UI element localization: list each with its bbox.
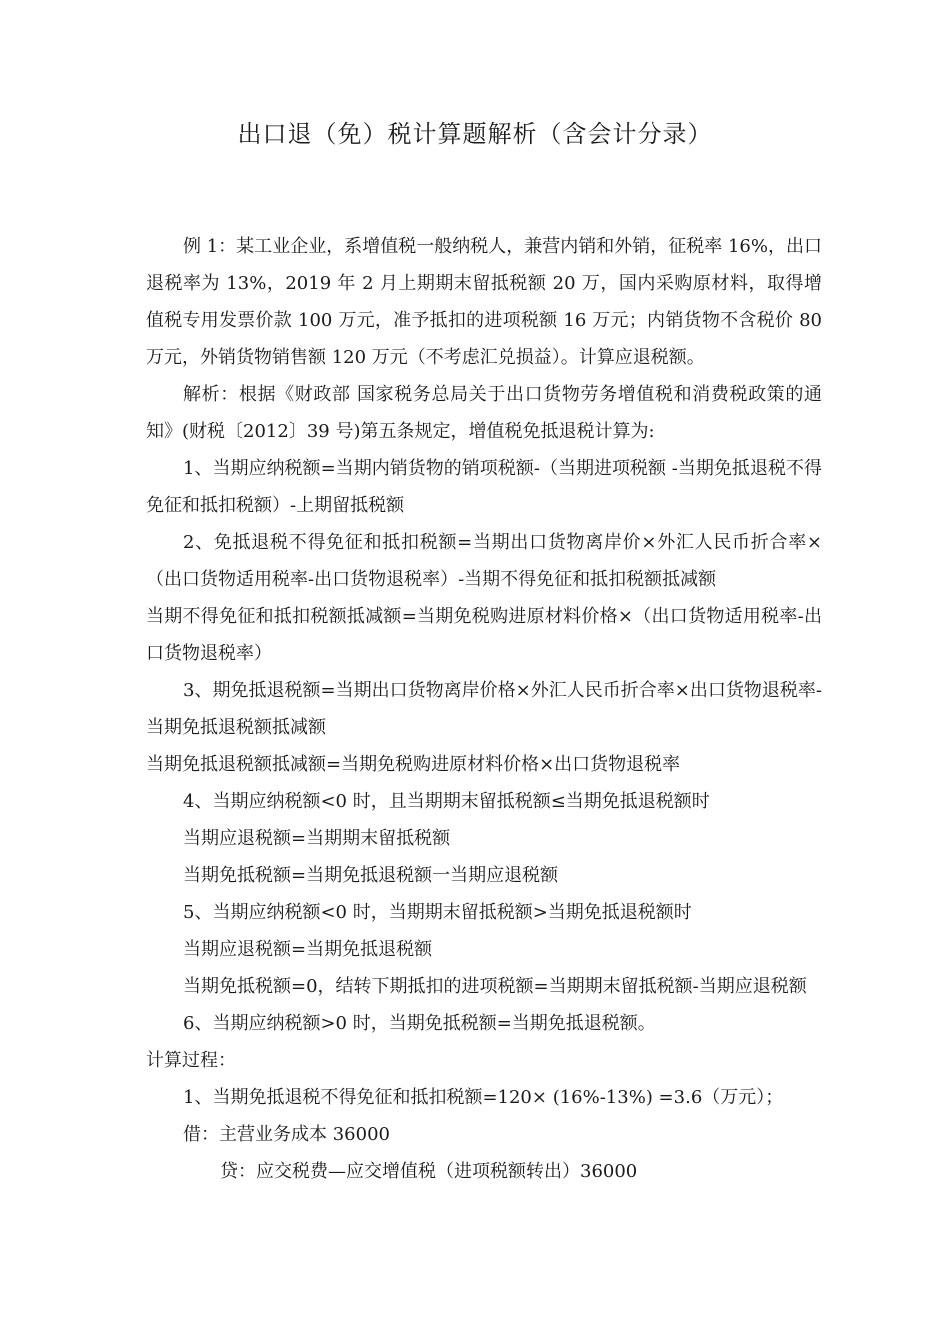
formula-item-4: 4、当期应纳税额<0 时，且当期期末留抵税额≤当期免抵退税额时 [183,791,710,812]
formula-item-6: 6、当期应纳税额>0 时，当期免抵税额=当期免抵退税额。 [183,1013,656,1034]
formula-item-5: 5、当期应纳税额<0 时，当期期末留抵税额>当期免抵退税额时 [183,902,692,923]
calculation-heading: 计算过程： [146,1050,236,1071]
formula-item-4-sub-a: 当期应退税额=当期期末留抵税额 [183,828,451,849]
formula-item-4-sub-b: 当期免抵税额=当期免抵退税额一当期应退税额 [183,865,559,886]
journal-entry-credit: 贷：应交税费—应交增值税（进项税额转出）36000 [220,1161,638,1182]
formula-item-3-sub: 当期免抵退税额抵减额=当期免税购进原材料价格×出口货物退税率 [146,754,681,775]
formula-item-3: 3、期免抵退税额=当期出口货物离岸价格×外汇人民币折合率×出口货物退税率-当期免抵退税额抵减额 [146,680,822,738]
calculation-step-1: 1、当期免抵退税不得免征和抵扣税额=120× (16%-13%) =3.6（万元）； [183,1087,784,1108]
journal-entry-debit: 借：主营业务成本 36000 [183,1124,390,1145]
document-body [146,228,822,1190]
formula-item-1: 1、当期应纳税额=当期内销货物的销项税额-（当期进项税额 -当期免抵退税不得免征和抵扣税额）-上期留抵税额 [146,458,822,516]
analysis-paragraph: 解析：根据《财政部 国家税务总局关于出口货物劳务增值税和消费税政策的通知》(财税〔2012〕39 号)第五条规定，增值税免抵退税计算为: [146,384,822,442]
formula-item-5-sub-b: 当期免抵税额=0，结转下期抵扣的进项税额=当期期末留抵税额-当期应退税额 [183,976,807,997]
document-title: 出口退（免）税计算题解析（含会计分录） [237,120,713,148]
formula-item-5-sub-a: 当期应退税额=当期免抵退税额 [183,939,433,960]
formula-item-2-sub: 当期不得免征和抵扣税额抵减额=当期免税购进原材料价格×（出口货物适用税率-出口货物退税率） [146,606,822,664]
example-paragraph: 例 1：某工业企业，系增值税一般纳税人，兼营内销和外销，征税率 16%，出口退税率为 13%，2019 年 2 月上期期末留抵税额 20 万，国内采购原材料，取得增值税专用发票价款 100 万元，准予抵扣的进项税额 16 万元；内销货物不含税价 80 万元，外销货物销售额 120 万元（不考虑汇兑损益）。计算应退税额。 [146,236,822,368]
formula-item-2: 2、免抵退税不得免征和抵扣税额=当期出口货物离岸价×外汇人民币折合率×（出口货物适用税率-出口货物退税率）-当期不得免征和抵扣税额抵减额 [146,532,822,590]
